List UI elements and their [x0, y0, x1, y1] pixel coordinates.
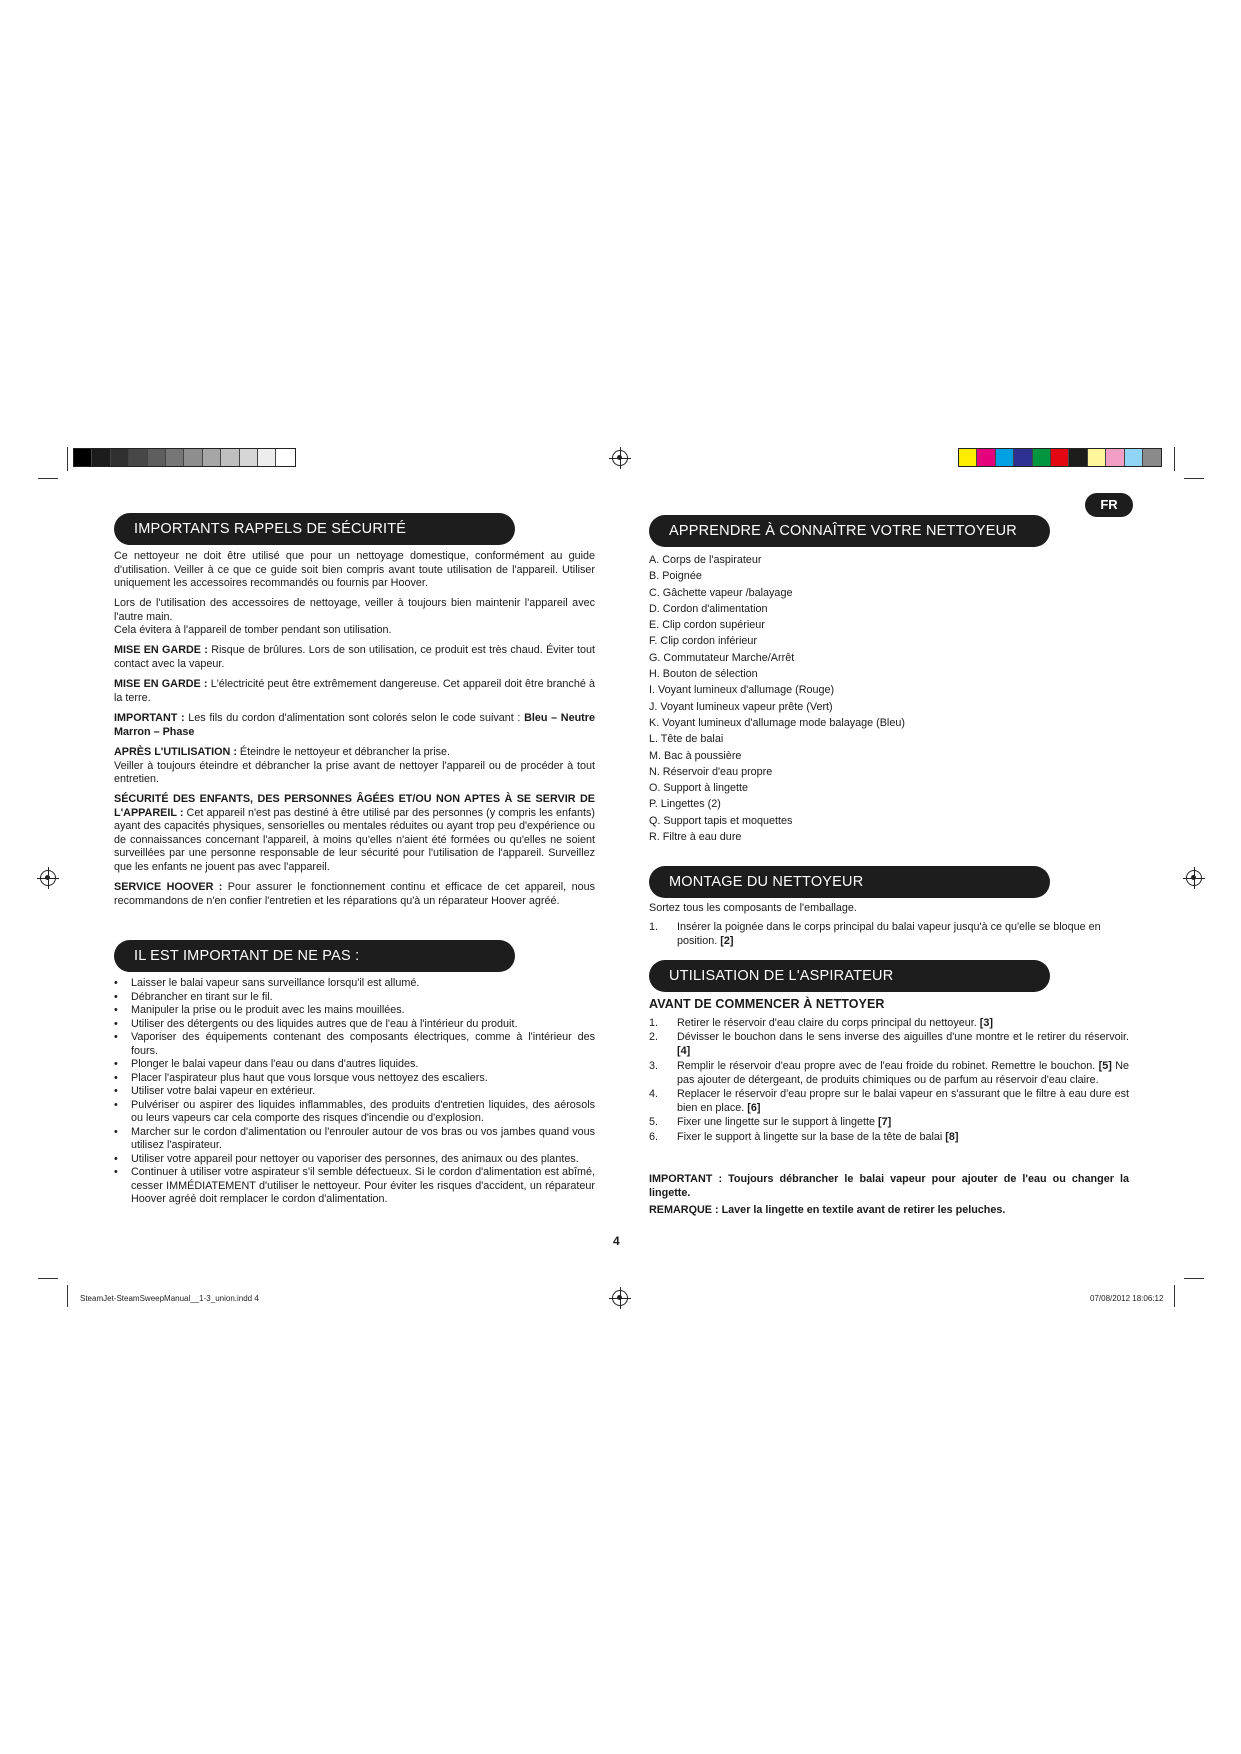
dont-item: • Placer l'aspirateur plus haut que vous lorsque vous nettoyez des escaliers.	[114, 1072, 595, 1086]
color-swatch	[203, 449, 221, 466]
donts-list	[114, 977, 595, 1207]
part-item: B. Poignée	[649, 570, 702, 583]
color-swatch	[111, 449, 129, 466]
step-number: 6.	[649, 1130, 659, 1143]
crop-mark	[67, 447, 68, 471]
page-number: 4	[613, 1234, 620, 1248]
part-item: M. Bac à poussière	[649, 749, 742, 762]
color-swatch	[1125, 449, 1143, 466]
dont-item: • Pulvériser ou aspirer des liquides inflammables, des produits d'entretien liquides, des aérosols ou leurs vapeurs car cela comporte des risques d'incendie ou d'explosion.	[114, 1099, 595, 1126]
crop-mark	[1184, 1278, 1204, 1279]
color-swatch	[1069, 449, 1087, 466]
crop-mark	[1174, 1285, 1175, 1307]
assembly-steps	[649, 920, 1129, 948]
parts-section-heading: APPRENDRE À CONNAÎTRE VOTRE NETTOYEUR	[649, 515, 1050, 547]
step-number: 5.	[649, 1116, 659, 1129]
part-item: Q. Support tapis et moquettes	[649, 814, 793, 827]
safety-paragraph: Ce nettoyeur ne doit être utilisé que pour un nettoyage domestique, conformément au guide d'utilisation. Veiller à ce que ce guide soit bien compris avant toute utilisation de l'appareil. Utiliser uniquement les accessoires recommandés ou fournis par Hoover.	[114, 550, 595, 589]
figure-reference: [2]	[717, 935, 734, 948]
part-item: N. Réservoir d'eau propre	[649, 765, 773, 778]
color-swatch	[166, 449, 184, 466]
dont-item: • Continuer à utiliser votre aspirateur s'il semble défectueux. Si le cordon d'alimentation est abîmé, cesser IMMÉDIATEMENT d'utiliser le nettoyeur. Pour éviter les risques d'accident, un réparateur Hoover agréé doit remplacer le cordon d'alimentation.	[114, 1166, 595, 1207]
step-text: Remplir le réservoir d'eau propre avec de l'eau froide du robinet. Remettre le bouchon.	[677, 1059, 1096, 1072]
dont-item: • Vaporiser des équipements contenant des composants électriques, comme à l'intérieur des fours.	[114, 1031, 595, 1058]
color-swatch	[129, 449, 147, 466]
assembly-intro: Sortez tous les composants de l'emballage.	[649, 902, 857, 914]
color-swatch	[221, 449, 239, 466]
step-number: 4.	[649, 1088, 659, 1101]
usage-steps	[649, 1016, 1129, 1144]
crop-mark	[1174, 447, 1175, 471]
step-text: Fixer le support à lingette sur la base de la tête de balai	[677, 1130, 943, 1143]
dont-item: • Débrancher en tirant sur le fil.	[114, 991, 595, 1005]
warning-burns: MISE EN GARDE : Risque de brûlures. Lors de son utilisation, ce produit est très chaud. Éviter tout contact avec la vapeur.	[114, 644, 595, 670]
figure-reference: [4]	[677, 1045, 691, 1058]
crop-mark	[38, 478, 58, 479]
step-item	[649, 1087, 1129, 1115]
remark-note: REMARQUE : Laver la lingette en textile avant de retirer les peluches.	[649, 1204, 1006, 1216]
part-item: P. Lingettes (2)	[649, 798, 721, 811]
cord-color-code: IMPORTANT : Les fils du cordon d'alimentation sont colorés selon le code suivant : Bleu – Neutre Marron – Phase	[114, 712, 595, 738]
step-number: 1.	[649, 921, 659, 933]
step-text: Dévisser le bouchon dans le sens inverse des aiguilles d'une montre et le retirer du réservoir.	[677, 1031, 1129, 1044]
figure-reference: [5]	[1095, 1059, 1112, 1072]
part-item: J. Voyant lumineux vapeur prête (Vert)	[649, 700, 833, 713]
part-item: D. Cordon d'alimentation	[649, 602, 768, 615]
safety-paragraph: Lors de l'utilisation des accessoires de nettoyage, veiller à toujours bien maintenir l'appareil avec l'autre main. Cela évitera à l'appareil de tomber pendant son utilisation.	[114, 597, 595, 636]
dont-item: • Marcher sur le cordon d'alimentation ou l'enrouler autour de vos bras ou vos jambes quand vous utilisez l'aspirateur.	[114, 1126, 595, 1153]
color-swatch	[1143, 449, 1161, 466]
part-item: L. Tête de balai	[649, 733, 724, 746]
color-swatch	[1014, 449, 1032, 466]
color-swatch	[258, 449, 276, 466]
before-cleaning-subheading: AVANT DE COMMENCER À NETTOYER	[649, 997, 885, 1011]
part-item: C. Gâchette vapeur /balayage	[649, 586, 793, 599]
color-swatch	[184, 449, 202, 466]
language-badge: FR	[1085, 493, 1133, 517]
warning-electricity: MISE EN GARDE : L'électricité peut être extrêmement dangereuse. Cet appareil doit être branché à la terre.	[114, 678, 596, 704]
safety-section-heading: IMPORTANTS RAPPELS DE SÉCURITÉ	[114, 513, 515, 545]
after-use-note: APRÈS L'UTILISATION : Éteindre le nettoyeur et débrancher la prise. Veiller à toujours éteindre et débrancher la prise avant de nettoyer l'appareil ou de procéder à tout entretien.	[114, 746, 595, 785]
dont-item: • Utiliser des détergents ou des liquides autres que de l'eau à l'intérieur du produit.	[114, 1018, 595, 1032]
color-swatch	[1088, 449, 1106, 466]
assembly-section-heading: MONTAGE DU NETTOYEUR	[649, 866, 1050, 898]
parts-list	[649, 552, 1129, 845]
color-swatch	[148, 449, 166, 466]
step-item	[649, 1016, 1129, 1030]
step-text: Retirer le réservoir d'eau claire du corps principal du nettoyeur.	[677, 1017, 977, 1029]
donts-section-heading: IL EST IMPORTANT DE NE PAS :	[114, 940, 515, 972]
registration-mark-icon	[40, 870, 56, 886]
crop-mark	[67, 1285, 68, 1307]
color-swatch	[92, 449, 110, 466]
color-swatch	[977, 449, 995, 466]
step-number: 3.	[649, 1059, 659, 1072]
hoover-service-note: SERVICE HOOVER : Pour assurer le fonctionnement continu et efficace de cet appareil, nous recommandons de n'en confier l'entretien et les réparations qu'à un réparateur Hoover agréé.	[114, 881, 595, 907]
part-item: F. Clip cordon inférieur	[649, 635, 758, 648]
step-number: 2.	[649, 1031, 659, 1044]
registration-mark-icon	[612, 450, 628, 466]
color-swatch	[276, 449, 294, 466]
part-item: H. Bouton de sélection	[649, 668, 758, 681]
dont-item: • Utiliser votre balai vapeur en extérieur.	[114, 1085, 595, 1099]
dont-item: • Manipuler la prise ou le produit avec les mains mouillées.	[114, 1004, 595, 1018]
part-item: I. Voyant lumineux d'allumage (Rouge)	[649, 684, 835, 697]
color-swatch	[959, 449, 977, 466]
usage-section-heading: UTILISATION DE L'ASPIRATEUR	[649, 960, 1050, 992]
important-note: IMPORTANT : Toujours débrancher le balai vapeur pour ajouter de l'eau ou changer la lingette.	[649, 1173, 1129, 1200]
color-swatch	[240, 449, 258, 466]
color-swatch	[1051, 449, 1069, 466]
step-item	[649, 920, 1129, 948]
grayscale-bar	[73, 448, 296, 467]
step-text: Ne pas ajouter de détergeant, de produits chimiques ou de parfum au réservoir d'eau claire.	[677, 1059, 1129, 1086]
step-item	[649, 1115, 1129, 1129]
step-number: 1.	[649, 1017, 659, 1029]
step-item	[649, 1059, 1129, 1087]
step-text: Insérer la poignée dans le corps principal du balai vapeur jusqu'à ce qu'elle se bloque en position.	[677, 921, 1101, 948]
step-item	[649, 1030, 1129, 1058]
figure-reference: [7]	[875, 1116, 892, 1129]
figure-reference: [6]	[744, 1102, 761, 1115]
part-item: K. Voyant lumineux d'allumage mode balayage (Bleu)	[649, 716, 905, 729]
color-swatch	[996, 449, 1014, 466]
registration-mark-icon	[612, 1290, 628, 1306]
figure-reference: [3]	[976, 1017, 993, 1029]
part-item: E. Clip cordon supérieur	[649, 619, 765, 632]
color-swatch	[1033, 449, 1051, 466]
color-swatch	[1106, 449, 1124, 466]
step-text: Replacer le réservoir d'eau propre sur le balai vapeur en s'assurant que le filtre à eau dure est bien en place.	[677, 1088, 1129, 1115]
crop-mark	[38, 1278, 58, 1279]
step-text: Fixer une lingette sur le support à lingette	[677, 1116, 876, 1129]
dont-item: • Laisser le balai vapeur sans surveillance lorsqu'il est allumé.	[114, 977, 595, 991]
part-item: A. Corps de l'aspirateur	[649, 554, 762, 566]
dont-item: • Utiliser votre appareil pour nettoyer ou vaporiser des personnes, des animaux ou des plantes.	[114, 1153, 595, 1167]
dont-item: • Plonger le balai vapeur dans l'eau ou dans d'autres liquides.	[114, 1058, 595, 1072]
color-bar	[958, 448, 1162, 467]
part-item: R. Filtre à eau dure	[649, 831, 742, 844]
part-item: G. Commutateur Marche/Arrêt	[649, 651, 795, 664]
part-item: O. Support à lingette	[649, 782, 749, 795]
footer-datetime: 07/08/2012 18:06:12	[1090, 1294, 1164, 1303]
color-swatch	[74, 449, 92, 466]
child-safety-note: SÉCURITÉ DES ENFANTS, DES PERSONNES ÂGÉES ET/OU NON APTES À SE SERVIR DE L'APPAREIL : Cet appareil n'est pas destiné à être utilisé par des personnes (y compris les enfants) ayant des capacités physiques, sensorielles ou mentales réduites ou ayant trop peu d'expérience ou de connaissances concernant l'appareil, à moins qu'elles n'aient été formées ou qu'elles ne soient surveillées par une personne responsable de leur sécurité pour l'utilisation de l'appareil. Surveillez que les enfants ne jouent pas avec l'appareil.	[114, 793, 595, 873]
figure-reference: [8]	[942, 1130, 959, 1143]
crop-mark	[1184, 478, 1204, 479]
registration-mark-icon	[1186, 870, 1202, 886]
step-item	[649, 1130, 1129, 1144]
footer-filename: SteamJet-SteamSweepManual__1-3_union.indd 4	[80, 1294, 259, 1303]
